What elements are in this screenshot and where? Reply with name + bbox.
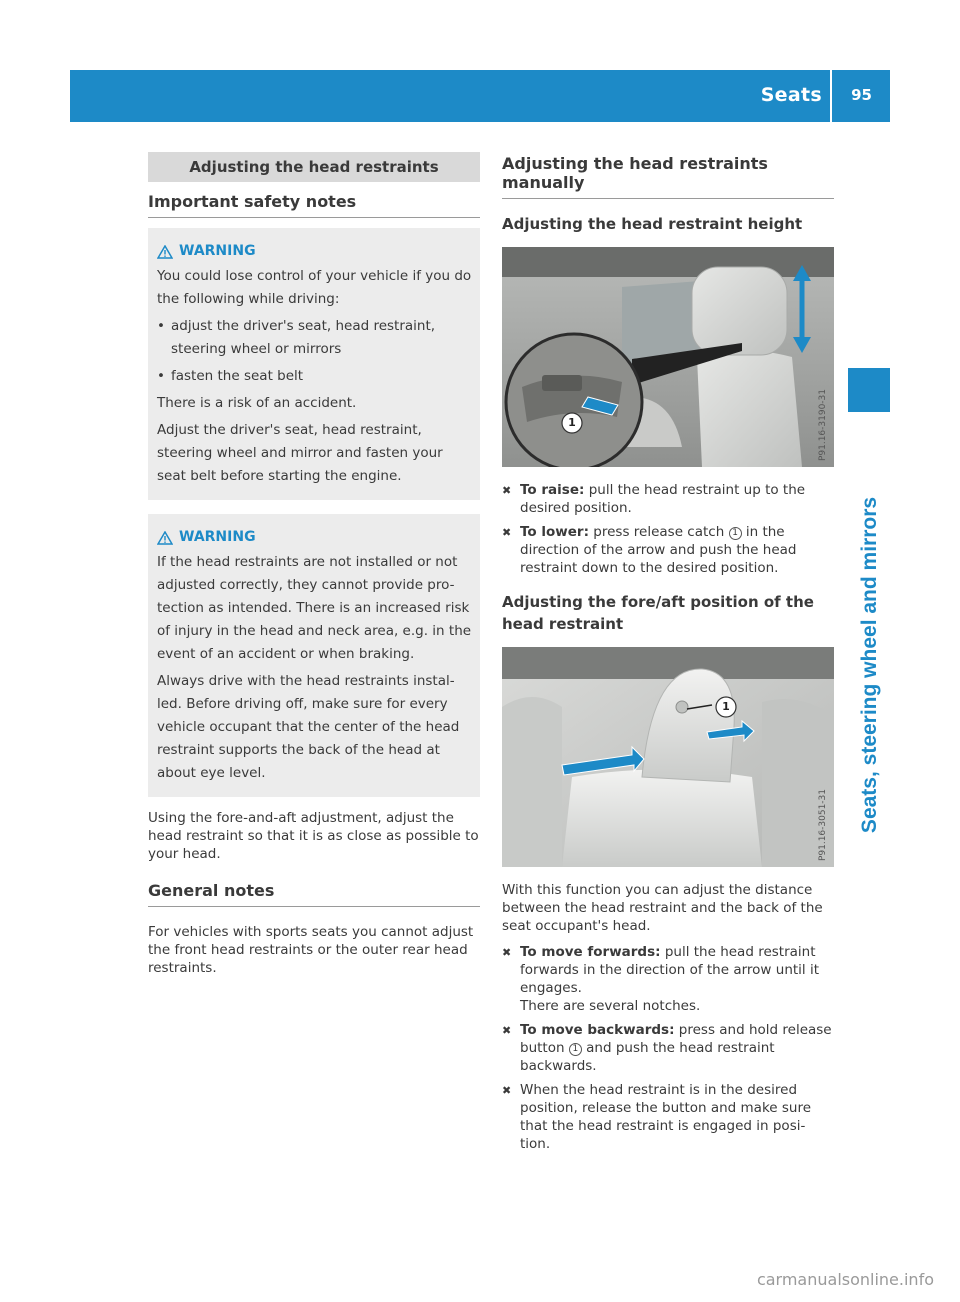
warning-1-bullet-text: fasten the seat belt bbox=[171, 368, 304, 384]
step-final bbox=[502, 1081, 834, 1153]
step-raise bbox=[502, 481, 834, 517]
step-lower bbox=[502, 523, 834, 577]
warning-box-2 bbox=[148, 514, 480, 797]
step-arrow-icon: ✖ bbox=[502, 1084, 512, 1097]
side-chapter-title-text: Seats, steering wheel and mirrors bbox=[858, 496, 881, 834]
head-restraint-height-image bbox=[502, 247, 834, 467]
height-heading: Adjusting the head restraint height bbox=[502, 215, 803, 233]
fore-aft-note: Using the fore-and-aft adjustment, adjust the head restraint so that it is as close as possible to your head. bbox=[148, 810, 479, 862]
right-column bbox=[502, 152, 834, 1153]
step-forward bbox=[502, 943, 834, 1015]
backward-text-b: and push the head restraint backwards. bbox=[520, 1040, 775, 1074]
warning-2-text-2: Always drive with the head restraints instal-led. Before driving off, make sure for every vehicle occupant that the center of the head restraint supports the back of the head at about eye level. bbox=[157, 673, 460, 781]
raise-text: pull the head restraint up to the desired position. bbox=[520, 482, 806, 516]
warning-box-1 bbox=[148, 228, 480, 500]
warning-triangle-icon bbox=[157, 245, 173, 259]
manual-adjust-heading: Adjusting the head restraints manually bbox=[502, 152, 834, 199]
forward-label: To move forwards: bbox=[520, 944, 661, 960]
image2-reference: P91.16-3051-31 bbox=[818, 788, 828, 861]
fore-aft-heading bbox=[502, 591, 834, 635]
fore-aft-intro: With this function you can adjust the distance between the head restraint and the back of the seat occupant's head. bbox=[502, 882, 823, 934]
forward-note: There are several notches. bbox=[520, 998, 701, 1014]
warning-1-intro: You could lose control of your vehicle if you do the following while driving: bbox=[157, 268, 472, 307]
left-column bbox=[148, 152, 480, 977]
side-chapter-title bbox=[849, 430, 891, 900]
fore-aft-illustration bbox=[502, 647, 834, 867]
backward-text-a: press and hold release button bbox=[520, 1022, 832, 1056]
step-arrow-icon: ✖ bbox=[502, 526, 512, 539]
step-arrow-icon: ✖ bbox=[502, 484, 512, 497]
side-tab-marker bbox=[848, 368, 890, 412]
warning-1-risk: There is a risk of an accident. bbox=[157, 395, 357, 411]
fore-aft-heading-line2: head restraint bbox=[502, 615, 624, 633]
step-backward bbox=[502, 1021, 834, 1075]
lower-text-a: press release catch bbox=[593, 524, 725, 540]
height-illustration bbox=[502, 247, 834, 467]
warning-2-text-1: If the head restraints are not installed or not adjusted correctly, they cannot provide pro-tection as intended. There is an increased risk of injury in the head and neck area, e.g. in the event of an accident or when braking. bbox=[157, 554, 472, 662]
header-section-title: Seats bbox=[760, 84, 822, 106]
safety-notes-heading: Important safety notes bbox=[148, 192, 480, 218]
final-text: When the head restraint is in the desired position, release the button and make sure that the head restraint is engaged in posi-tion. bbox=[520, 1082, 812, 1152]
lower-text-b: in the direction of the arrow and push the head restraint down to the desired position. bbox=[520, 524, 797, 576]
warning-triangle-icon bbox=[157, 531, 173, 545]
section-title-box: Adjusting the head restraints bbox=[148, 152, 480, 182]
image2-callout: 1 bbox=[722, 700, 730, 713]
header-separator bbox=[830, 70, 832, 122]
general-notes-text: For vehicles with sports seats you cannot adjust the front head restraints or the outer rear head restraints. bbox=[148, 924, 474, 976]
step-arrow-icon: ✖ bbox=[502, 1024, 512, 1037]
page-number: 95 bbox=[851, 86, 872, 104]
warning-2-label: WARNING bbox=[179, 529, 256, 545]
general-notes-heading: General notes bbox=[148, 881, 480, 907]
warning-2-header bbox=[157, 526, 472, 549]
footer-watermark[interactable]: carmanualsonline.info bbox=[756, 1270, 934, 1289]
fore-aft-heading-line1: Adjusting the fore/aft position of the bbox=[502, 593, 814, 611]
warning-1-header bbox=[157, 240, 472, 263]
callout-1-icon: 1 bbox=[729, 527, 742, 540]
warning-1-bullet: • adjust the driver's seat, head restraint, steering wheel or mirrors bbox=[157, 315, 472, 361]
image1-callout: 1 bbox=[568, 416, 576, 429]
warning-1-bullet-text: adjust the driver's seat, head restraint, steering wheel or mirrors bbox=[171, 318, 436, 357]
warning-1-action: Adjust the driver's seat, head restraint, steering wheel and mirror and fasten your seat belt before starting the engine. bbox=[157, 422, 443, 484]
raise-label: To raise: bbox=[520, 482, 585, 498]
backward-label: To move backwards: bbox=[520, 1022, 675, 1038]
head-restraint-fore-aft-image bbox=[502, 647, 834, 867]
forward-text: pull the head restraint forwards in the direction of the arrow until it engages. bbox=[520, 944, 820, 996]
image1-reference: P91.16-3190-31 bbox=[818, 388, 828, 461]
header-bar bbox=[70, 70, 890, 122]
warning-1-label: WARNING bbox=[179, 243, 256, 259]
lower-label: To lower: bbox=[520, 524, 589, 540]
step-arrow-icon: ✖ bbox=[502, 946, 512, 959]
callout-1-icon: 1 bbox=[569, 1043, 582, 1056]
warning-1-bullet: • fasten the seat belt bbox=[157, 365, 472, 388]
